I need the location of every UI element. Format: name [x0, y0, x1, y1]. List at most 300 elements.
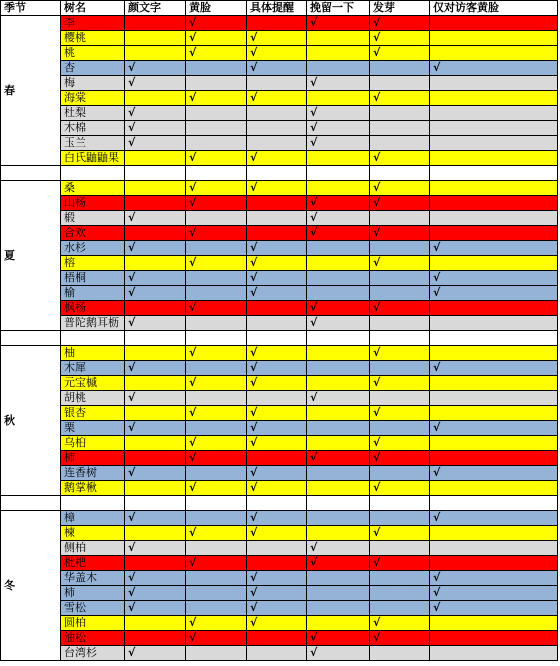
- mark-cell[interactable]: [370, 256, 430, 271]
- mark-cell[interactable]: [186, 616, 247, 631]
- mark-cell[interactable]: [307, 391, 370, 406]
- mark-cell[interactable]: [125, 346, 186, 361]
- mark-cell[interactable]: [370, 46, 430, 61]
- mark-cell[interactable]: [370, 526, 430, 541]
- mark-cell[interactable]: [247, 571, 307, 586]
- mark-cell[interactable]: [247, 316, 307, 331]
- column-header[interactable]: 发芽: [370, 1, 430, 16]
- mark-cell[interactable]: [307, 271, 370, 286]
- mark-cell[interactable]: [186, 286, 247, 301]
- mark-cell[interactable]: [125, 301, 186, 316]
- mark-cell[interactable]: [125, 631, 186, 646]
- tree-name-cell[interactable]: 柚: [61, 346, 125, 361]
- mark-cell[interactable]: [186, 541, 247, 556]
- mark-cell[interactable]: [430, 646, 558, 661]
- mark-cell[interactable]: [247, 181, 307, 196]
- mark-cell[interactable]: [186, 211, 247, 226]
- mark-cell[interactable]: [307, 91, 370, 106]
- mark-cell[interactable]: [307, 286, 370, 301]
- mark-cell[interactable]: [186, 511, 247, 526]
- mark-cell[interactable]: [430, 406, 558, 421]
- mark-cell[interactable]: [430, 76, 558, 91]
- tree-name-cell[interactable]: 椴: [61, 211, 125, 226]
- mark-cell[interactable]: [186, 586, 247, 601]
- season-cell[interactable]: 夏: [1, 181, 61, 331]
- mark-cell[interactable]: [247, 16, 307, 31]
- mark-cell[interactable]: [430, 601, 558, 616]
- mark-cell[interactable]: [186, 46, 247, 61]
- tree-name-cell[interactable]: 樟: [61, 511, 125, 526]
- mark-cell[interactable]: [186, 646, 247, 661]
- mark-cell[interactable]: [125, 526, 186, 541]
- mark-cell[interactable]: [186, 241, 247, 256]
- mark-cell[interactable]: [247, 286, 307, 301]
- mark-cell[interactable]: [307, 226, 370, 241]
- mark-cell[interactable]: [125, 451, 186, 466]
- empty-cell[interactable]: [430, 166, 558, 181]
- tree-name-cell[interactable]: 榆: [61, 286, 125, 301]
- mark-cell[interactable]: [186, 61, 247, 76]
- empty-cell[interactable]: [125, 496, 186, 511]
- mark-cell[interactable]: [370, 106, 430, 121]
- mark-cell[interactable]: [125, 76, 186, 91]
- mark-cell[interactable]: [247, 346, 307, 361]
- mark-cell[interactable]: [186, 106, 247, 121]
- tree-name-cell[interactable]: 樱桃: [61, 31, 125, 46]
- empty-cell[interactable]: [247, 496, 307, 511]
- mark-cell[interactable]: [307, 406, 370, 421]
- tree-name-cell[interactable]: 柿: [61, 451, 125, 466]
- mark-cell[interactable]: [125, 376, 186, 391]
- mark-cell[interactable]: [370, 301, 430, 316]
- mark-cell[interactable]: [247, 121, 307, 136]
- empty-cell[interactable]: [186, 166, 247, 181]
- mark-cell[interactable]: [370, 481, 430, 496]
- empty-cell[interactable]: [186, 496, 247, 511]
- mark-cell[interactable]: [307, 316, 370, 331]
- mark-cell[interactable]: [247, 616, 307, 631]
- mark-cell[interactable]: [307, 361, 370, 376]
- mark-cell[interactable]: [186, 301, 247, 316]
- column-header[interactable]: 具体提醒: [247, 1, 307, 16]
- mark-cell[interactable]: [430, 556, 558, 571]
- mark-cell[interactable]: [247, 76, 307, 91]
- tree-name-cell[interactable]: 圆柏: [61, 616, 125, 631]
- mark-cell[interactable]: [125, 421, 186, 436]
- mark-cell[interactable]: [125, 211, 186, 226]
- mark-cell[interactable]: [247, 46, 307, 61]
- empty-cell[interactable]: [247, 331, 307, 346]
- mark-cell[interactable]: [247, 511, 307, 526]
- mark-cell[interactable]: [125, 391, 186, 406]
- mark-cell[interactable]: [430, 616, 558, 631]
- mark-cell[interactable]: [430, 376, 558, 391]
- tree-name-cell[interactable]: 胡桃: [61, 391, 125, 406]
- mark-cell[interactable]: [125, 616, 186, 631]
- mark-cell[interactable]: [307, 601, 370, 616]
- mark-cell[interactable]: [125, 46, 186, 61]
- mark-cell[interactable]: [370, 316, 430, 331]
- mark-cell[interactable]: [125, 511, 186, 526]
- mark-cell[interactable]: [307, 181, 370, 196]
- mark-cell[interactable]: [430, 271, 558, 286]
- tree-name-cell[interactable]: 枫杨: [61, 301, 125, 316]
- tree-name-cell[interactable]: 梧桐: [61, 271, 125, 286]
- mark-cell[interactable]: [430, 196, 558, 211]
- mark-cell[interactable]: [370, 91, 430, 106]
- mark-cell[interactable]: [186, 31, 247, 46]
- mark-cell[interactable]: [430, 61, 558, 76]
- tree-name-cell[interactable]: 山杨: [61, 196, 125, 211]
- mark-cell[interactable]: [125, 181, 186, 196]
- mark-cell[interactable]: [247, 106, 307, 121]
- mark-cell[interactable]: [186, 376, 247, 391]
- mark-cell[interactable]: [307, 376, 370, 391]
- tree-name-cell[interactable]: 水杉: [61, 241, 125, 256]
- column-header[interactable]: 颜文字: [125, 1, 186, 16]
- mark-cell[interactable]: [370, 646, 430, 661]
- mark-cell[interactable]: [430, 16, 558, 31]
- mark-cell[interactable]: [430, 436, 558, 451]
- mark-cell[interactable]: [186, 631, 247, 646]
- mark-cell[interactable]: [430, 181, 558, 196]
- mark-cell[interactable]: [247, 436, 307, 451]
- mark-cell[interactable]: [186, 346, 247, 361]
- mark-cell[interactable]: [186, 361, 247, 376]
- column-header[interactable]: 黄脸: [186, 1, 247, 16]
- mark-cell[interactable]: [186, 91, 247, 106]
- tree-name-cell[interactable]: 枇杷: [61, 556, 125, 571]
- mark-cell[interactable]: [125, 571, 186, 586]
- mark-cell[interactable]: [430, 586, 558, 601]
- mark-cell[interactable]: [247, 541, 307, 556]
- mark-cell[interactable]: [370, 196, 430, 211]
- mark-cell[interactable]: [125, 91, 186, 106]
- empty-cell[interactable]: [247, 166, 307, 181]
- mark-cell[interactable]: [370, 556, 430, 571]
- mark-cell[interactable]: [307, 61, 370, 76]
- tree-name-cell[interactable]: 海棠: [61, 91, 125, 106]
- empty-cell[interactable]: [370, 331, 430, 346]
- mark-cell[interactable]: [186, 151, 247, 166]
- tree-name-cell[interactable]: 元宝槭: [61, 376, 125, 391]
- tree-name-cell[interactable]: 鹅掌楸: [61, 481, 125, 496]
- mark-cell[interactable]: [307, 451, 370, 466]
- mark-cell[interactable]: [186, 76, 247, 91]
- mark-cell[interactable]: [430, 31, 558, 46]
- mark-cell[interactable]: [430, 466, 558, 481]
- mark-cell[interactable]: [125, 466, 186, 481]
- tree-name-cell[interactable]: 李: [61, 16, 125, 31]
- mark-cell[interactable]: [247, 601, 307, 616]
- mark-cell[interactable]: [247, 91, 307, 106]
- mark-cell[interactable]: [307, 196, 370, 211]
- tree-name-cell[interactable]: 榕: [61, 256, 125, 271]
- mark-cell[interactable]: [430, 421, 558, 436]
- mark-cell[interactable]: [370, 511, 430, 526]
- mark-cell[interactable]: [370, 226, 430, 241]
- tree-name-cell[interactable]: 乌桕: [61, 436, 125, 451]
- mark-cell[interactable]: [186, 256, 247, 271]
- mark-cell[interactable]: [430, 346, 558, 361]
- mark-cell[interactable]: [186, 451, 247, 466]
- empty-cell[interactable]: [430, 331, 558, 346]
- mark-cell[interactable]: [307, 421, 370, 436]
- tree-name-cell[interactable]: 栗: [61, 421, 125, 436]
- mark-cell[interactable]: [247, 376, 307, 391]
- column-header[interactable]: 仅对访客黄脸: [430, 1, 558, 16]
- column-header[interactable]: 树名: [61, 1, 125, 16]
- tree-name-cell[interactable]: 玉兰: [61, 136, 125, 151]
- tree-name-cell[interactable]: 合欢: [61, 226, 125, 241]
- mark-cell[interactable]: [307, 466, 370, 481]
- mark-cell[interactable]: [307, 211, 370, 226]
- mark-cell[interactable]: [186, 391, 247, 406]
- mark-cell[interactable]: [247, 556, 307, 571]
- tree-name-cell[interactable]: 杏: [61, 61, 125, 76]
- mark-cell[interactable]: [125, 646, 186, 661]
- mark-cell[interactable]: [307, 631, 370, 646]
- mark-cell[interactable]: [247, 61, 307, 76]
- mark-cell[interactable]: [430, 391, 558, 406]
- mark-cell[interactable]: [186, 121, 247, 136]
- mark-cell[interactable]: [247, 241, 307, 256]
- mark-cell[interactable]: [430, 286, 558, 301]
- tree-name-cell[interactable]: 侧柏: [61, 541, 125, 556]
- mark-cell[interactable]: [247, 451, 307, 466]
- column-header[interactable]: 季节: [1, 1, 61, 16]
- mark-cell[interactable]: [370, 271, 430, 286]
- tree-name-cell[interactable]: 杜梨: [61, 106, 125, 121]
- mark-cell[interactable]: [125, 241, 186, 256]
- mark-cell[interactable]: [370, 286, 430, 301]
- empty-cell[interactable]: [370, 166, 430, 181]
- mark-cell[interactable]: [125, 16, 186, 31]
- mark-cell[interactable]: [247, 421, 307, 436]
- tree-name-cell[interactable]: 银杏: [61, 406, 125, 421]
- mark-cell[interactable]: [370, 601, 430, 616]
- mark-cell[interactable]: [307, 481, 370, 496]
- mark-cell[interactable]: [370, 61, 430, 76]
- mark-cell[interactable]: [186, 406, 247, 421]
- mark-cell[interactable]: [125, 406, 186, 421]
- tree-name-cell[interactable]: 油松: [61, 631, 125, 646]
- mark-cell[interactable]: [370, 586, 430, 601]
- mark-cell[interactable]: [430, 481, 558, 496]
- mark-cell[interactable]: [307, 436, 370, 451]
- empty-cell[interactable]: [186, 331, 247, 346]
- tree-name-cell[interactable]: 桃: [61, 46, 125, 61]
- column-header[interactable]: 挽留一下: [307, 1, 370, 16]
- mark-cell[interactable]: [430, 91, 558, 106]
- mark-cell[interactable]: [186, 481, 247, 496]
- mark-cell[interactable]: [186, 436, 247, 451]
- mark-cell[interactable]: [247, 301, 307, 316]
- mark-cell[interactable]: [370, 181, 430, 196]
- mark-cell[interactable]: [430, 631, 558, 646]
- mark-cell[interactable]: [125, 361, 186, 376]
- mark-cell[interactable]: [430, 541, 558, 556]
- mark-cell[interactable]: [307, 31, 370, 46]
- mark-cell[interactable]: [430, 256, 558, 271]
- mark-cell[interactable]: [125, 136, 186, 151]
- tree-name-cell[interactable]: 雪松: [61, 601, 125, 616]
- mark-cell[interactable]: [247, 271, 307, 286]
- mark-cell[interactable]: [370, 361, 430, 376]
- mark-cell[interactable]: [247, 646, 307, 661]
- mark-cell[interactable]: [125, 196, 186, 211]
- mark-cell[interactable]: [370, 376, 430, 391]
- mark-cell[interactable]: [370, 121, 430, 136]
- mark-cell[interactable]: [307, 106, 370, 121]
- mark-cell[interactable]: [125, 256, 186, 271]
- mark-cell[interactable]: [186, 526, 247, 541]
- tree-name-cell[interactable]: 普陀鹅耳枥: [61, 316, 125, 331]
- mark-cell[interactable]: [307, 301, 370, 316]
- mark-cell[interactable]: [370, 451, 430, 466]
- mark-cell[interactable]: [186, 601, 247, 616]
- empty-cell[interactable]: [125, 331, 186, 346]
- empty-cell[interactable]: [125, 166, 186, 181]
- mark-cell[interactable]: [370, 436, 430, 451]
- mark-cell[interactable]: [125, 226, 186, 241]
- empty-cell[interactable]: [1, 331, 61, 346]
- tree-name-cell[interactable]: 木犀: [61, 361, 125, 376]
- mark-cell[interactable]: [125, 316, 186, 331]
- mark-cell[interactable]: [307, 646, 370, 661]
- mark-cell[interactable]: [307, 511, 370, 526]
- mark-cell[interactable]: [430, 361, 558, 376]
- mark-cell[interactable]: [430, 136, 558, 151]
- tree-name-cell[interactable]: 连香树: [61, 466, 125, 481]
- empty-cell[interactable]: [61, 331, 125, 346]
- mark-cell[interactable]: [307, 616, 370, 631]
- mark-cell[interactable]: [430, 511, 558, 526]
- mark-cell[interactable]: [247, 226, 307, 241]
- mark-cell[interactable]: [430, 46, 558, 61]
- empty-cell[interactable]: [307, 496, 370, 511]
- empty-cell[interactable]: [61, 166, 125, 181]
- empty-cell[interactable]: [1, 166, 61, 181]
- season-cell[interactable]: 冬: [1, 511, 61, 661]
- mark-cell[interactable]: [307, 346, 370, 361]
- mark-cell[interactable]: [125, 121, 186, 136]
- mark-cell[interactable]: [186, 181, 247, 196]
- mark-cell[interactable]: [186, 421, 247, 436]
- mark-cell[interactable]: [430, 151, 558, 166]
- mark-cell[interactable]: [247, 361, 307, 376]
- mark-cell[interactable]: [307, 151, 370, 166]
- mark-cell[interactable]: [125, 586, 186, 601]
- mark-cell[interactable]: [125, 436, 186, 451]
- mark-cell[interactable]: [125, 481, 186, 496]
- mark-cell[interactable]: [370, 616, 430, 631]
- mark-cell[interactable]: [125, 106, 186, 121]
- mark-cell[interactable]: [370, 631, 430, 646]
- mark-cell[interactable]: [186, 556, 247, 571]
- mark-cell[interactable]: [186, 271, 247, 286]
- mark-cell[interactable]: [430, 451, 558, 466]
- mark-cell[interactable]: [307, 241, 370, 256]
- mark-cell[interactable]: [370, 466, 430, 481]
- mark-cell[interactable]: [247, 481, 307, 496]
- mark-cell[interactable]: [247, 631, 307, 646]
- mark-cell[interactable]: [125, 61, 186, 76]
- mark-cell[interactable]: [307, 541, 370, 556]
- mark-cell[interactable]: [186, 316, 247, 331]
- mark-cell[interactable]: [186, 136, 247, 151]
- tree-name-cell[interactable]: 木棉: [61, 121, 125, 136]
- season-cell[interactable]: 秋: [1, 346, 61, 496]
- mark-cell[interactable]: [307, 256, 370, 271]
- empty-cell[interactable]: [370, 496, 430, 511]
- tree-name-cell[interactable]: 楝: [61, 526, 125, 541]
- mark-cell[interactable]: [370, 76, 430, 91]
- mark-cell[interactable]: [125, 31, 186, 46]
- mark-cell[interactable]: [370, 136, 430, 151]
- mark-cell[interactable]: [370, 346, 430, 361]
- empty-cell[interactable]: [61, 496, 125, 511]
- tree-name-cell[interactable]: 柿: [61, 586, 125, 601]
- mark-cell[interactable]: [125, 541, 186, 556]
- mark-cell[interactable]: [307, 16, 370, 31]
- mark-cell[interactable]: [430, 226, 558, 241]
- tree-name-cell[interactable]: 华盖木: [61, 571, 125, 586]
- mark-cell[interactable]: [430, 121, 558, 136]
- mark-cell[interactable]: [186, 226, 247, 241]
- mark-cell[interactable]: [307, 136, 370, 151]
- mark-cell[interactable]: [247, 466, 307, 481]
- mark-cell[interactable]: [186, 571, 247, 586]
- mark-cell[interactable]: [430, 211, 558, 226]
- mark-cell[interactable]: [370, 541, 430, 556]
- mark-cell[interactable]: [370, 406, 430, 421]
- mark-cell[interactable]: [186, 466, 247, 481]
- empty-cell[interactable]: [307, 166, 370, 181]
- tree-name-cell[interactable]: 梅: [61, 76, 125, 91]
- mark-cell[interactable]: [370, 421, 430, 436]
- mark-cell[interactable]: [247, 586, 307, 601]
- mark-cell[interactable]: [247, 256, 307, 271]
- mark-cell[interactable]: [247, 31, 307, 46]
- mark-cell[interactable]: [370, 391, 430, 406]
- mark-cell[interactable]: [430, 571, 558, 586]
- mark-cell[interactable]: [247, 136, 307, 151]
- mark-cell[interactable]: [186, 196, 247, 211]
- mark-cell[interactable]: [430, 301, 558, 316]
- mark-cell[interactable]: [370, 151, 430, 166]
- mark-cell[interactable]: [186, 16, 247, 31]
- mark-cell[interactable]: [307, 46, 370, 61]
- mark-cell[interactable]: [307, 76, 370, 91]
- mark-cell[interactable]: [247, 196, 307, 211]
- mark-cell[interactable]: [430, 526, 558, 541]
- mark-cell[interactable]: [247, 211, 307, 226]
- mark-cell[interactable]: [247, 406, 307, 421]
- mark-cell[interactable]: [307, 571, 370, 586]
- empty-cell[interactable]: [1, 496, 61, 511]
- mark-cell[interactable]: [370, 571, 430, 586]
- mark-cell[interactable]: [125, 556, 186, 571]
- mark-cell[interactable]: [370, 241, 430, 256]
- mark-cell[interactable]: [125, 151, 186, 166]
- mark-cell[interactable]: [247, 391, 307, 406]
- mark-cell[interactable]: [307, 526, 370, 541]
- empty-cell[interactable]: [430, 496, 558, 511]
- mark-cell[interactable]: [370, 211, 430, 226]
- mark-cell[interactable]: [125, 601, 186, 616]
- mark-cell[interactable]: [370, 16, 430, 31]
